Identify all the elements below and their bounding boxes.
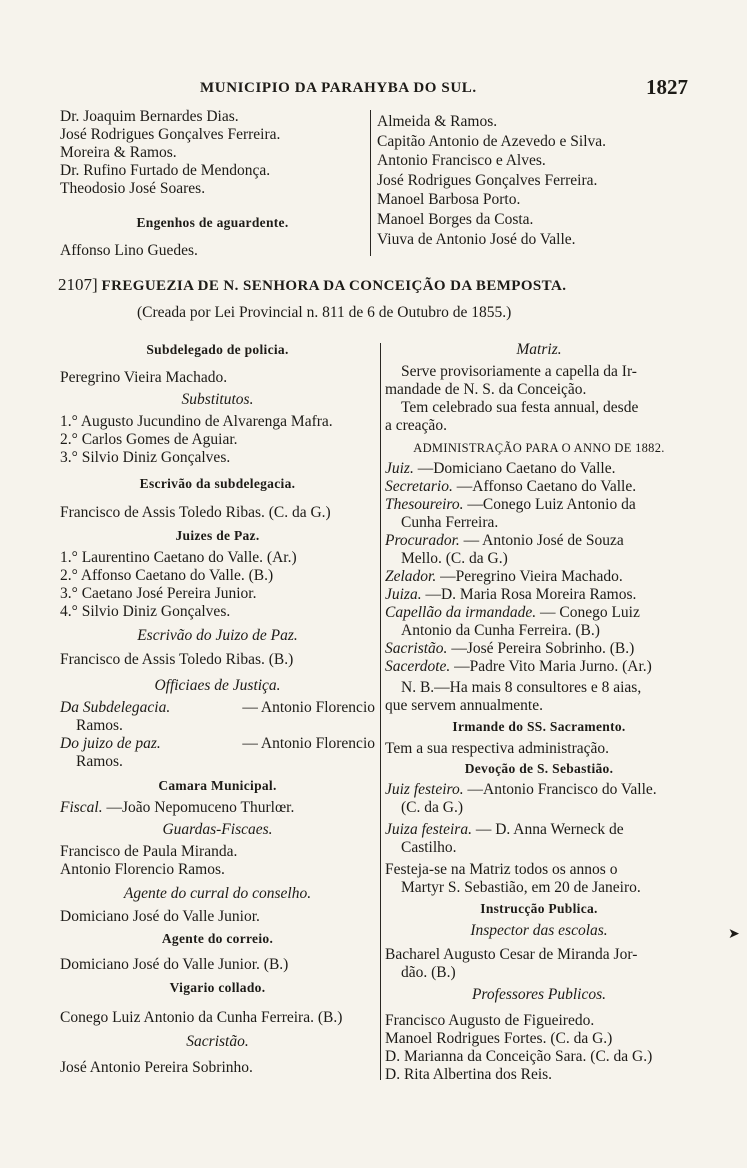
admin-entry — [385, 640, 693, 658]
agente-curral-heading: Agente do curral do conselho. — [123, 885, 312, 902]
vigario-name: Conego Luiz Antonio da Cunha Ferreira. (B.) — [60, 1009, 343, 1026]
devocao-entry — [385, 821, 693, 839]
guardas-heading: Guardas-Fiscaes. — [162, 821, 273, 838]
vigario-heading: Vigario collado. — [169, 980, 266, 995]
irmande-heading: Irmande do SS. Sacramento. — [452, 719, 626, 734]
list-item: Manoel Barbosa Porto. — [377, 191, 521, 209]
list-item: Dr. Rufino Furtado de Mendonça. — [60, 162, 271, 179]
officiaes-name: — Antonio Florencio — [242, 735, 375, 752]
admin-cont: Antonio da Cunha Ferreira. (B.) — [401, 622, 600, 639]
matriz-heading: Matriz. — [516, 341, 562, 358]
inspector-heading: Inspector das escolas. — [470, 922, 608, 939]
fiscal-name: —João Nepomuceno Thurlœr. — [106, 799, 295, 816]
paragraph-line: mandade de N. S. da Conceição. — [385, 381, 587, 398]
agente-correio-heading: Agente do correio. — [161, 931, 274, 946]
escrivao-sub-name: Francisco de Assis Toledo Ribas. (C. da G.) — [60, 504, 331, 521]
paragraph-line: dão. (B.) — [401, 964, 456, 981]
admin-entry — [385, 460, 693, 478]
admin-entry — [385, 604, 693, 622]
camara-heading: Camara Municipal. — [158, 778, 277, 793]
subdelegado-heading: Subdelegado de policia. — [146, 342, 289, 357]
list-item: Manoel Borges da Costa. — [377, 210, 534, 228]
paragraph-line: Martyr S. Sebastião, em 20 de Janeiro. — [401, 879, 641, 896]
list-item: 2.° Affonso Caetano do Valle. (B.) — [60, 567, 274, 584]
list-item: Viuva de Antonio José do Valle. — [377, 230, 576, 248]
list-item: 4.° Silvio Diniz Gonçalves. — [60, 603, 231, 620]
admin-entry — [385, 568, 693, 586]
admin-role: Sacerdote. — [385, 658, 451, 675]
devocao-heading: Devoção de S. Sebastião. — [464, 761, 614, 776]
list-item: 1.° Augusto Jucundino de Alvarenga Mafra. — [60, 413, 333, 430]
admin-text: — Conego Luiz — [540, 604, 640, 621]
fiscal-entry — [60, 799, 375, 817]
admin-text: —Conego Luiz Antonio da — [467, 496, 636, 513]
page-number: 1827 — [646, 75, 688, 99]
admin-text: —Affonso Caetano do Valle. — [456, 478, 637, 495]
devocao-cont: (C. da G.) — [401, 799, 463, 816]
admin-entry — [385, 496, 693, 514]
admin-cont: Cunha Ferreira. — [401, 514, 499, 531]
left-column — [60, 341, 375, 1077]
top-right-list — [377, 112, 697, 249]
admin-text: —Domiciano Caetano do Valle. — [417, 460, 616, 477]
admin-role: Secretario. — [385, 478, 453, 495]
escrivao-juizo-heading: Escrivão do Juizo de Paz. — [137, 627, 298, 644]
admin-role: Sacristão. — [385, 640, 448, 657]
officiaes-cont: Ramos. — [76, 753, 123, 770]
admin-text: —D. Maria Rosa Moreira Ramos. — [425, 586, 637, 603]
devocao-cont: Castilho. — [401, 839, 457, 856]
list-item: Almeida & Ramos. — [377, 113, 498, 130]
list-item: D. Rita Albertina dos Reis. — [385, 1066, 553, 1083]
admin-role: Capellão da irmandade. — [385, 604, 537, 621]
list-item: Francisco Augusto de Figueiredo. — [385, 1012, 595, 1029]
margin-mark-icon: ➤ — [728, 927, 740, 942]
instrucao-heading: Instrucção Publica. — [480, 901, 598, 916]
officiaes-entry — [60, 699, 375, 717]
list-item: José Rodrigues Gonçalves Ferreira. — [60, 126, 281, 143]
admin-text: —Peregrino Vieira Machado. — [440, 568, 623, 585]
admin-text: — Antonio José de Souza — [463, 532, 624, 549]
substitutos-heading: Substitutos. — [181, 391, 254, 408]
list-item: 1.° Laurentino Caetano do Valle. (Ar.) — [60, 549, 297, 566]
admin-role: Zelador. — [385, 568, 437, 585]
subdelegado-name: Peregrino Vieira Machado. — [60, 369, 228, 386]
devocao-entry — [385, 781, 693, 799]
right-column — [385, 341, 693, 1084]
list-item: Antonio Florencio Ramos. — [60, 861, 225, 878]
sacristao-name: José Antonio Pereira Sobrinho. — [60, 1059, 253, 1076]
admin-text: —Padre Vito Maria Jurno. (Ar.) — [454, 658, 652, 675]
admin-entry — [385, 478, 693, 496]
paragraph-line: Festeja-se na Matriz todos os annos o — [385, 861, 618, 878]
paragraph-line: Serve provisoriamente a capella da Ir- — [401, 363, 637, 380]
agente-curral-name: Domiciano José do Valle Junior. — [60, 908, 260, 925]
running-header: MUNICIPIO DA PARAHYBA DO SUL. — [200, 80, 477, 96]
list-item: 2.° Carlos Gomes de Aguiar. — [60, 431, 238, 448]
section-number: 2107] — [58, 275, 98, 294]
officiaes-role: Do juizo de paz. — [60, 735, 161, 752]
admin-entry — [385, 658, 693, 676]
officiaes-entry — [60, 735, 375, 753]
admin-role: Juiza. — [385, 586, 422, 603]
top-left-list — [60, 108, 365, 260]
escrivao-sub-heading: Escrivão da subdelegacia. — [139, 476, 296, 491]
devocao-role: Juiz festeiro. — [385, 781, 464, 798]
admin-role: Juiz. — [385, 460, 414, 477]
list-item: Dr. Joaquim Bernardes Dias. — [60, 108, 239, 125]
officiaes-role: Da Subdelegacia. — [60, 699, 171, 716]
section-title: FREGUEZIA DE N. SENHORA DA CONCEIÇÃO DA BEMPOSTA. — [101, 278, 567, 294]
list-item: Francisco de Paula Miranda. — [60, 843, 238, 860]
officiaes-name: — Antonio Florencio — [242, 699, 375, 716]
escrivao-juizo-name: Francisco de Assis Toledo Ribas. (B.) — [60, 651, 294, 668]
sacristao-heading: Sacristão. — [186, 1033, 249, 1050]
admin-role: Procurador. — [385, 532, 460, 549]
list-item: Manoel Rodrigues Fortes. (C. da G.) — [385, 1030, 613, 1047]
professores-heading: Professores Publicos. — [471, 986, 607, 1003]
list-item: 3.° Silvio Diniz Gonçalves. — [60, 449, 231, 466]
list-item: D. Marianna da Conceição Sara. (C. da G.) — [385, 1048, 653, 1065]
list-item: Theodosio José Soares. — [60, 180, 206, 197]
list-item: Capitão Antonio de Azevedo e Silva. — [377, 132, 607, 150]
paragraph-line: que servem annualmente. — [385, 697, 543, 714]
column-divider — [380, 343, 381, 1080]
paragraph-line: Tem celebrado sua festa annual, desde — [401, 399, 639, 416]
list-item: 3.° Caetano José Pereira Junior. — [60, 585, 257, 602]
section-title-row — [58, 276, 566, 295]
admin-entry — [385, 586, 693, 604]
paragraph-line: Bacharel Augusto Cesar de Miranda Jor- — [385, 946, 638, 963]
paragraph-line: N. B.—Ha mais 8 consultores e 8 aias, — [401, 679, 642, 696]
fiscal-role: Fiscal. — [60, 799, 103, 816]
list-item: Affonso Lino Guedes. — [60, 242, 198, 259]
juizes-heading: Juizes de Paz. — [175, 528, 260, 543]
officiaes-heading: Officiaes de Justiça. — [154, 677, 281, 694]
admin-heading: ADMINISTRAÇÃO PARA O ANNO DE 1882. — [413, 441, 665, 455]
paragraph-line: a creação. — [385, 417, 447, 434]
admin-entry — [385, 532, 693, 550]
devocao-text: —Antonio Francisco do Valle. — [467, 781, 657, 798]
devocao-text: — D. Anna Werneck de — [475, 821, 624, 838]
section-subtitle: (Creada por Lei Provincial n. 811 de 6 de Outubro de 1855.) — [137, 304, 512, 321]
list-item: Antonio Francisco e Alves. — [377, 152, 546, 170]
section-heading: Engenhos de aguardente. — [136, 215, 289, 230]
agente-correio-name: Domiciano José do Valle Junior. (B.) — [60, 956, 289, 973]
officiaes-cont: Ramos. — [76, 717, 123, 734]
list-item: Moreira & Ramos. — [60, 144, 177, 161]
column-divider — [370, 110, 371, 256]
devocao-role: Juiza festeira. — [385, 821, 472, 838]
admin-role: Thesoureiro. — [385, 496, 464, 513]
list-item: José Rodrigues Gonçalves Ferreira. — [377, 171, 598, 189]
admin-text: —José Pereira Sobrinho. (B.) — [451, 640, 635, 657]
admin-cont: Mello. (C. da G.) — [401, 550, 508, 567]
irmande-text: Tem a sua respectiva administração. — [385, 740, 610, 757]
